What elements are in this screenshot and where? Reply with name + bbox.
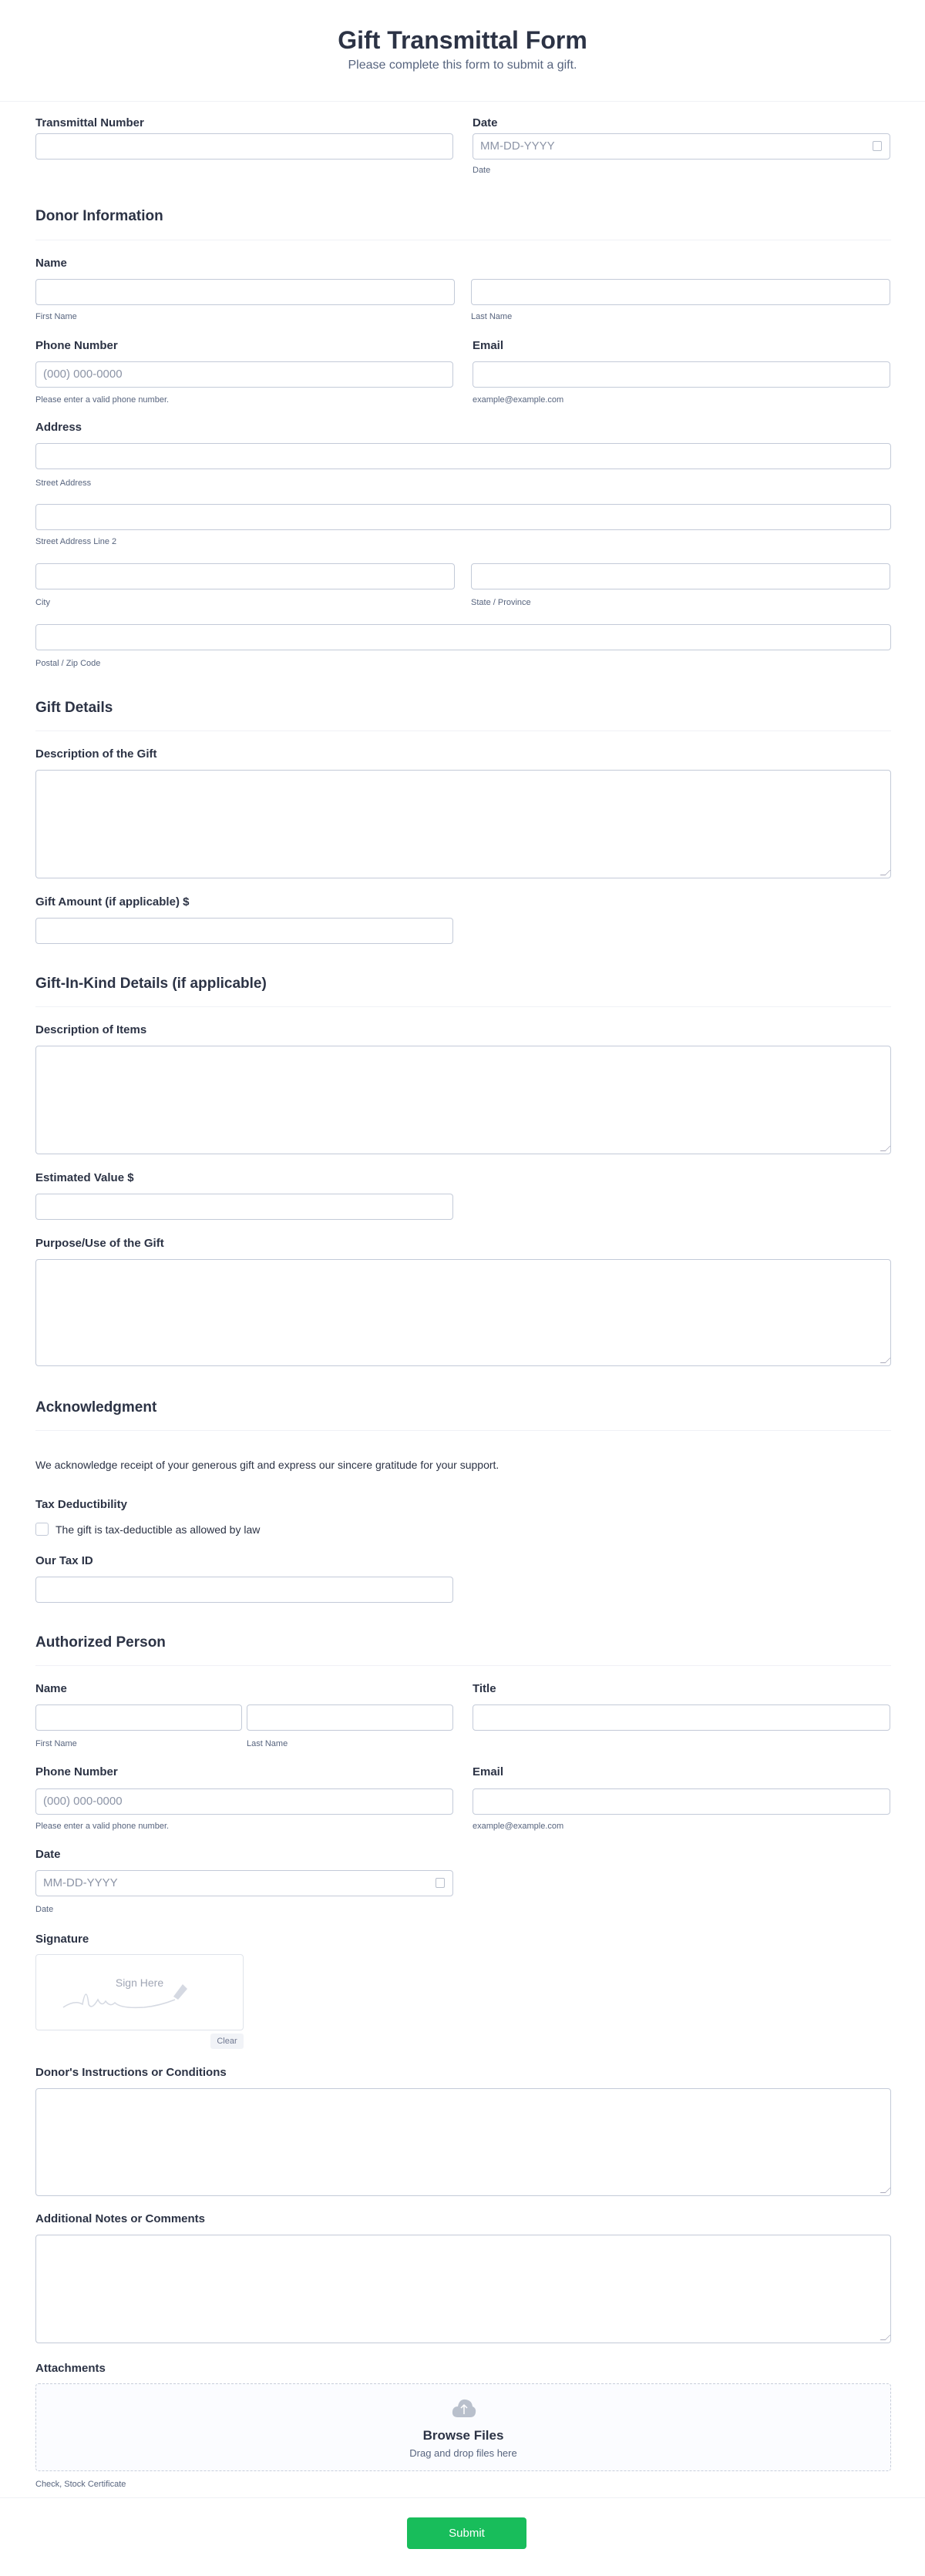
- city-sublabel: City: [35, 598, 50, 607]
- ack-text: We acknowledge receipt of your generous gift and express our sincere gratitude for your support.: [35, 1459, 500, 1471]
- state-input[interactable]: [471, 563, 890, 589]
- date-sublabel: Date: [35, 1905, 54, 1914]
- auth-title-label: Title: [473, 1682, 496, 1695]
- file-dropzone[interactable]: [35, 2383, 891, 2471]
- auth-email-label: Email: [473, 1765, 504, 1778]
- purpose-label: Purpose/Use of the Gift: [35, 1237, 164, 1250]
- phone-sublabel: Please enter a valid phone number.: [35, 1822, 170, 1831]
- gift-amount-input[interactable]: [35, 918, 453, 944]
- browse-files-button[interactable]: Browse Files: [422, 2428, 504, 2443]
- tax-option-label[interactable]: The gift is tax-deductible as allowed by law: [56, 1523, 261, 1536]
- value-label: Estimated Value $: [35, 1171, 134, 1184]
- section-heading-gift: Gift Details: [35, 700, 113, 716]
- attachments-sublabel: Check, Stock Certificate: [35, 2480, 126, 2489]
- gift-description-label: Description of the Gift: [35, 747, 157, 761]
- cloud-upload-icon: [452, 2397, 476, 2419]
- donor-first-name-input[interactable]: [35, 279, 455, 305]
- items-textarea[interactable]: [35, 1046, 891, 1154]
- footer-divider: [0, 2497, 925, 2498]
- divider: [35, 1665, 891, 1666]
- section-heading-inkind: Gift-In-Kind Details (if applicable): [35, 976, 267, 992]
- section-heading-auth: Authorized Person: [35, 1634, 166, 1651]
- divider: [35, 1006, 891, 1007]
- sign-here-text: Sign Here: [115, 1977, 164, 1989]
- auth-last-name-input[interactable]: [247, 1704, 453, 1731]
- signature-label: Signature: [35, 1933, 89, 1946]
- donor-last-name-input[interactable]: [471, 279, 890, 305]
- taxid-label: Our Tax ID: [35, 1554, 93, 1567]
- email-sublabel: example@example.com: [473, 395, 564, 405]
- signature-scribble-icon: [59, 1977, 229, 2015]
- street-input[interactable]: [35, 443, 891, 469]
- auth-name-label: Name: [35, 1682, 67, 1695]
- signature-pad[interactable]: [35, 1954, 244, 2030]
- phone-placeholder: (000) 000-0000: [43, 368, 123, 381]
- phone-sublabel: Please enter a valid phone number.: [35, 395, 170, 405]
- additional-notes-label: Additional Notes or Comments: [35, 2212, 206, 2225]
- address-label: Address: [35, 421, 82, 434]
- auth-email-input[interactable]: [473, 1788, 890, 1815]
- page-subtitle: Please complete this form to submit a gift.: [348, 59, 577, 72]
- last-name-sublabel: Last Name: [247, 1739, 288, 1748]
- page-title: Gift Transmittal Form: [338, 26, 587, 54]
- additional-notes-textarea[interactable]: [35, 2235, 891, 2343]
- clear-signature-button[interactable]: Clear: [210, 2034, 244, 2049]
- gift-description-textarea[interactable]: [35, 770, 891, 878]
- phone-placeholder: (000) 000-0000: [43, 1795, 123, 1808]
- auth-date-label: Date: [35, 1848, 61, 1861]
- postal-sublabel: Postal / Zip Code: [35, 659, 101, 668]
- first-name-sublabel: First Name: [35, 1739, 77, 1748]
- date-label: Date: [473, 116, 498, 129]
- city-input[interactable]: [35, 563, 455, 589]
- postal-input[interactable]: [35, 624, 891, 650]
- attachments-label: Attachments: [35, 2362, 106, 2375]
- purpose-textarea[interactable]: [35, 1259, 891, 1366]
- auth-first-name-input[interactable]: [35, 1704, 242, 1731]
- estimated-value-input[interactable]: [35, 1194, 453, 1220]
- tax-label: Tax Deductibility: [35, 1498, 127, 1511]
- instructions-textarea[interactable]: [35, 2088, 891, 2196]
- street-sublabel: Street Address: [35, 479, 92, 488]
- donor-phone-input[interactable]: [35, 361, 453, 388]
- last-name-sublabel: Last Name: [471, 312, 513, 321]
- drag-drop-text: Drag and drop files here: [409, 2447, 517, 2459]
- date-placeholder: MM-DD-YYYY: [480, 139, 555, 153]
- email-sublabel: example@example.com: [473, 1822, 564, 1831]
- transmittal-number-input[interactable]: [35, 133, 453, 160]
- donor-email-label: Email: [473, 339, 504, 352]
- auth-phone-input[interactable]: [35, 1788, 453, 1815]
- street2-input[interactable]: [35, 504, 891, 530]
- donor-name-label: Name: [35, 257, 67, 270]
- tax-checkbox[interactable]: [35, 1523, 49, 1536]
- auth-date-input[interactable]: [35, 1870, 453, 1896]
- section-heading-ack: Acknowledgment: [35, 1399, 157, 1416]
- submit-button[interactable]: Submit: [407, 2517, 526, 2549]
- items-label: Description of Items: [35, 1023, 147, 1036]
- first-name-sublabel: First Name: [35, 312, 77, 321]
- date-sublabel: Date: [473, 166, 491, 175]
- date-input[interactable]: [473, 133, 890, 160]
- section-heading-donor: Donor Information: [35, 208, 163, 224]
- divider: [35, 730, 891, 731]
- state-sublabel: State / Province: [471, 598, 531, 607]
- donor-email-input[interactable]: [473, 361, 890, 388]
- transmittal-label: Transmittal Number: [35, 116, 144, 129]
- donor-phone-label: Phone Number: [35, 339, 118, 352]
- auth-phone-label: Phone Number: [35, 1765, 118, 1778]
- divider: [35, 1430, 891, 1431]
- calendar-icon[interactable]: [436, 1878, 445, 1888]
- gift-amount-label: Gift Amount (if applicable) $: [35, 895, 190, 908]
- calendar-icon[interactable]: [873, 141, 882, 151]
- auth-title-input[interactable]: [473, 1704, 890, 1731]
- date-placeholder: MM-DD-YYYY: [43, 1876, 118, 1889]
- instructions-label: Donor's Instructions or Conditions: [35, 2066, 227, 2079]
- taxid-input[interactable]: [35, 1577, 453, 1603]
- street2-sublabel: Street Address Line 2: [35, 537, 117, 546]
